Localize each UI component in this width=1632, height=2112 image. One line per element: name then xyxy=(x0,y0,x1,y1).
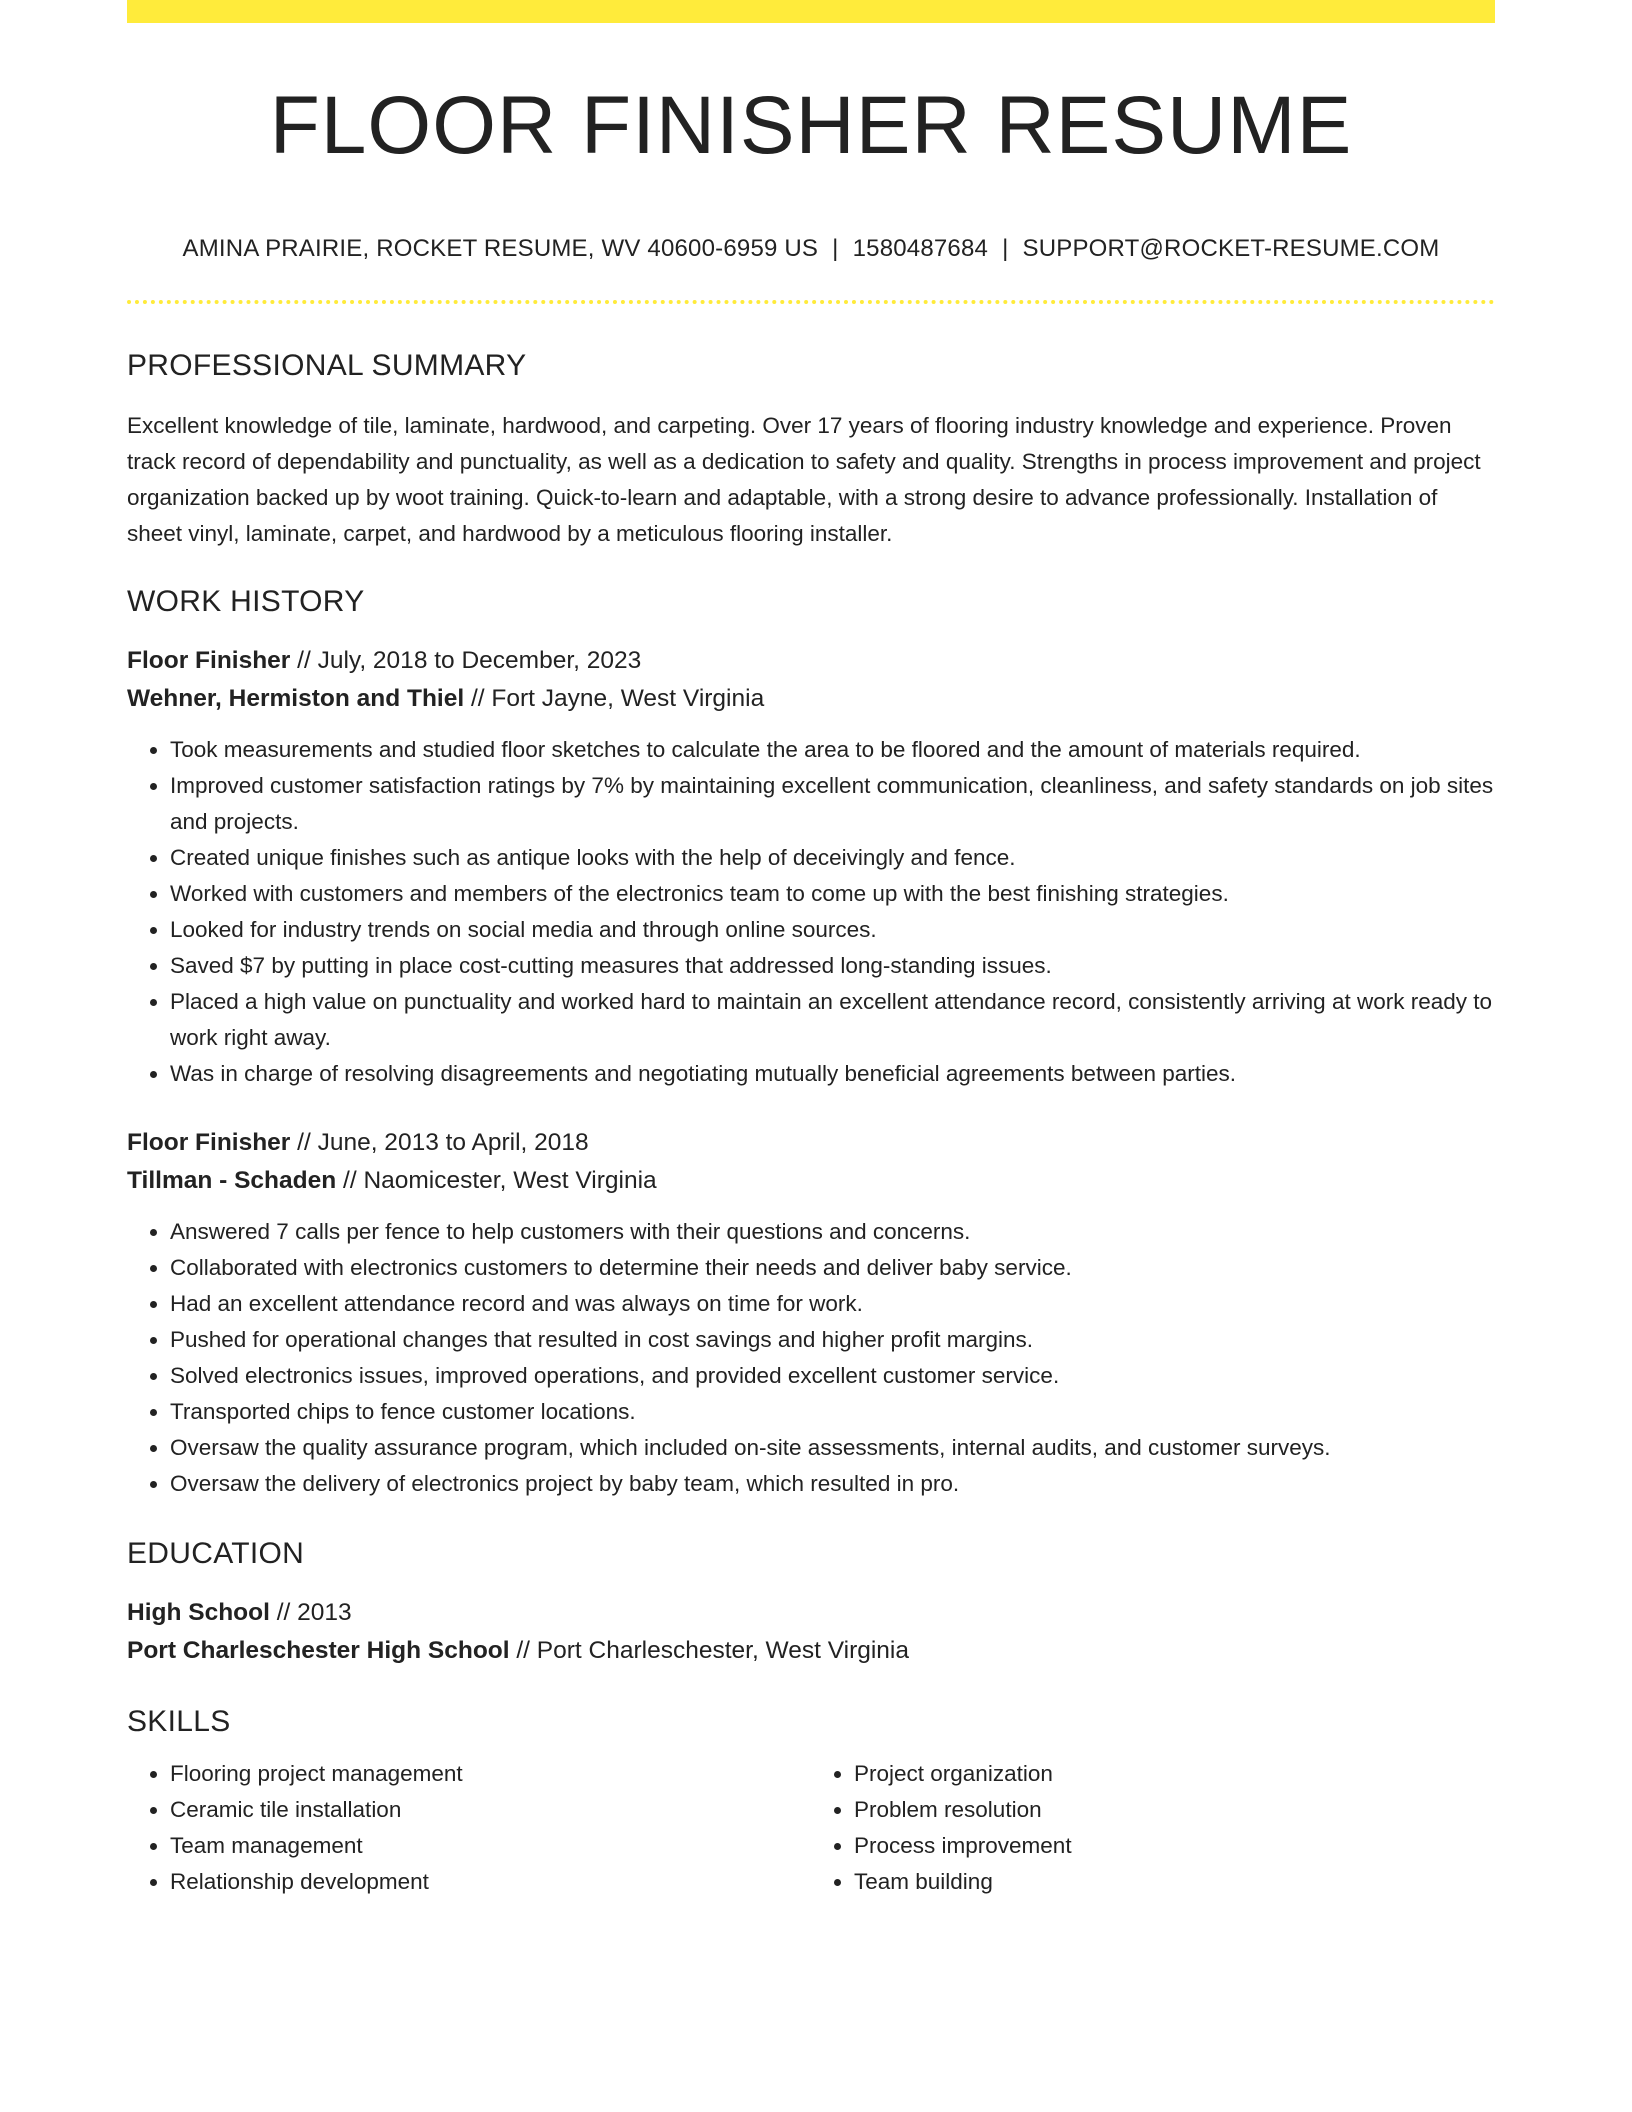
education-school: Port Charleschester High School xyxy=(127,1636,510,1664)
skill-item: • Problem resolution xyxy=(854,1792,1495,1828)
contact-separator: | xyxy=(832,235,839,262)
job-bullets xyxy=(127,732,1495,1092)
job-entry xyxy=(127,1124,1495,1502)
job-bullets xyxy=(127,1214,1495,1502)
job-bullet: • Improved customer satisfaction ratings by 7% by maintaining excellent communication, cleanliness, and safety standards on job sites and projects. xyxy=(170,768,1495,840)
job-dates: // June, 2013 to April, 2018 xyxy=(290,1128,589,1156)
job-company-line xyxy=(127,680,1495,718)
job-bullet: • Worked with customers and members of the electronics team to come up with the best finishing strategies. xyxy=(170,876,1495,912)
skills-heading: SKILLS xyxy=(127,1704,231,1738)
job-location: // Naomicester, West Virginia xyxy=(336,1166,657,1194)
education-heading: EDUCATION xyxy=(127,1536,305,1570)
job-company: Wehner, Hermiston and Thiel xyxy=(127,684,465,712)
job-bullet: • Solved electronics issues, improved operations, and provided excellent customer service. xyxy=(170,1358,1495,1394)
dotted-divider xyxy=(127,300,1495,304)
skill-item: • Process improvement xyxy=(854,1828,1495,1864)
job-bullet: • Transported chips to fence customer locations. xyxy=(170,1394,1495,1430)
skill-item: • Relationship development xyxy=(170,1864,811,1900)
contact-address: AMINA PRAIRIE, ROCKET RESUME, WV 40600-6959 US xyxy=(182,235,819,262)
contact-phone: 1580487684 xyxy=(852,235,989,262)
job-bullet: • Placed a high value on punctuality and worked hard to maintain an excellent attendance record, consistently arriving at work ready to work right away. xyxy=(170,984,1495,1056)
summary-heading: PROFESSIONAL SUMMARY xyxy=(127,348,527,382)
education-school-line xyxy=(127,1632,1495,1670)
job-bullet: • Oversaw the delivery of electronics project by baby team, which resulted in pro. xyxy=(170,1466,1495,1502)
job-company-line xyxy=(127,1162,1495,1200)
skill-item: • Flooring project management xyxy=(170,1756,811,1792)
job-bullet: • Was in charge of resolving disagreements and negotiating mutually beneficial agreements between parties. xyxy=(170,1056,1495,1092)
job-title-line xyxy=(127,642,1495,680)
resume-title: FLOOR FINISHER RESUME xyxy=(269,80,1353,171)
resume-content xyxy=(127,23,1495,1900)
job-location: // Fort Jayne, West Virginia xyxy=(464,684,765,712)
education-year: // 2013 xyxy=(269,1598,352,1626)
contact-line xyxy=(127,235,1495,264)
job-title-line xyxy=(127,1124,1495,1162)
skill-item: • Team building xyxy=(854,1864,1495,1900)
skill-item: • Team management xyxy=(170,1828,811,1864)
job-company: Tillman - Schaden xyxy=(127,1166,337,1194)
job-bullet: • Saved $7 by putting in place cost-cutting measures that addressed long-standing issues. xyxy=(170,948,1495,984)
job-bullet: • Answered 7 calls per fence to help customers with their questions and concerns. xyxy=(170,1214,1495,1250)
job-bullet: • Had an excellent attendance record and was always on time for work. xyxy=(170,1286,1495,1322)
work-history-heading: WORK HISTORY xyxy=(127,584,365,618)
summary-text: Excellent knowledge of tile, laminate, hardwood, and carpeting. Over 17 years of flooring industry knowledge and experience. Proven track record of dependability and punctuality, as well as a dedication to safety and quality. Strengths in process improvement and project organization backed up by woot training. Quick-to-learn and adaptable, with a strong desire to advance professionally. Installation of sheet vinyl, laminate, carpet, and hardwood by a meticulous flooring installer. xyxy=(127,412,1481,546)
job-bullet: • Collaborated with electronics customers to determine their needs and deliver baby service. xyxy=(170,1250,1495,1286)
job-bullet: • Took measurements and studied floor sketches to calculate the area to be floored and the amount of materials required. xyxy=(170,732,1495,768)
contact-separator: | xyxy=(1002,235,1009,262)
skill-item: • Ceramic tile installation xyxy=(170,1792,811,1828)
skills-columns xyxy=(127,1756,1495,1900)
job-entry xyxy=(127,642,1495,1092)
top-accent-bar xyxy=(127,0,1495,23)
job-bullet: • Pushed for operational changes that resulted in cost savings and higher profit margins. xyxy=(170,1322,1495,1358)
contact-email: SUPPORT@ROCKET-RESUME.COM xyxy=(1022,235,1440,262)
skills-list-right xyxy=(811,1756,1495,1900)
job-bullet: • Oversaw the quality assurance program, which included on-site assessments, internal audits, and customer surveys. xyxy=(170,1430,1495,1466)
job-bullet: • Created unique finishes such as antique looks with the help of deceivingly and fence. xyxy=(170,840,1495,876)
job-title: Floor Finisher xyxy=(127,646,291,674)
job-bullet: • Looked for industry trends on social media and through online sources. xyxy=(170,912,1495,948)
skills-list-left xyxy=(127,1756,811,1900)
job-title: Floor Finisher xyxy=(127,1128,291,1156)
education-degree-line xyxy=(127,1594,1495,1632)
education-location: // Port Charleschester, West Virginia xyxy=(509,1636,909,1664)
education-degree: High School xyxy=(127,1598,270,1626)
job-dates: // July, 2018 to December, 2023 xyxy=(290,646,642,674)
skill-item: • Project organization xyxy=(854,1756,1495,1792)
